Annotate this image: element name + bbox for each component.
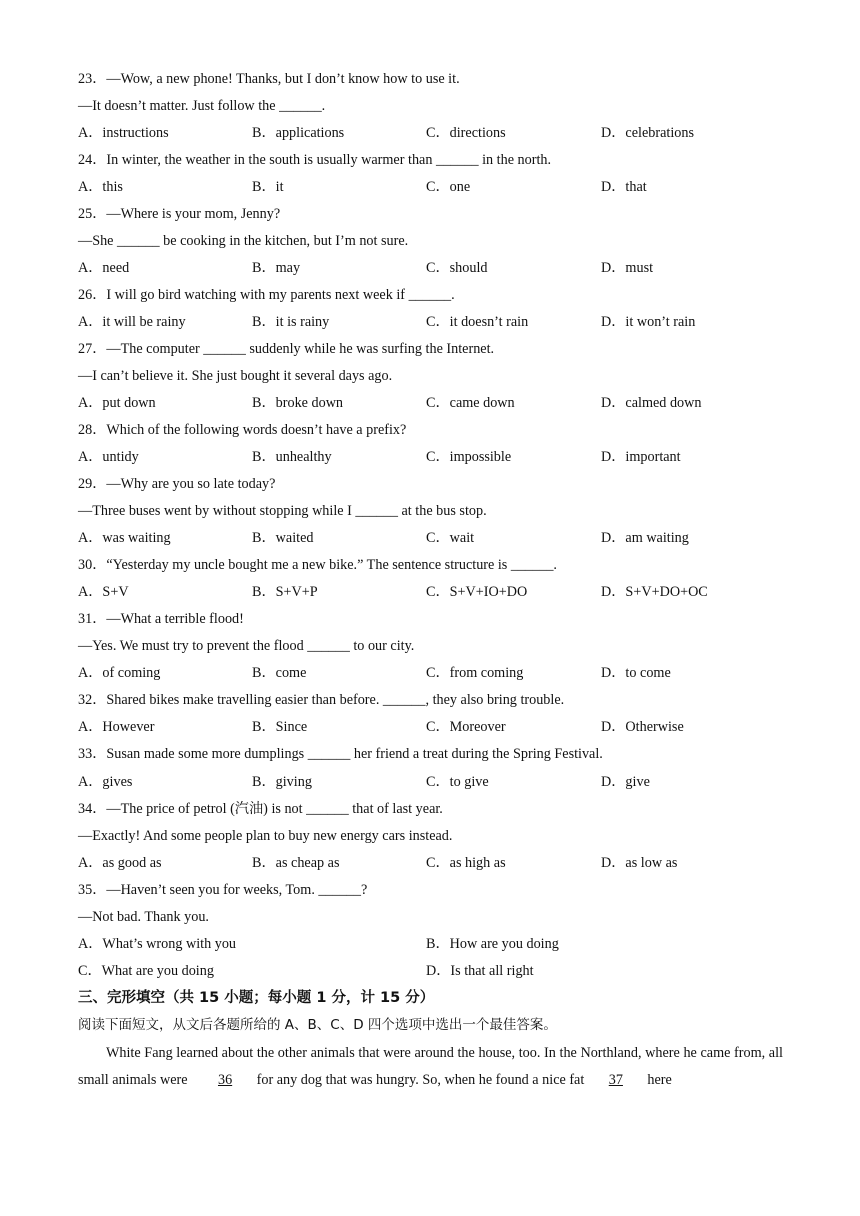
q25-line1: 25．—Where is your mom, Jenny? [78, 206, 281, 222]
passage-text-1: White Fang learned about the other animals that were around the house, too. In the Northland, where he came from, all small animals were [78, 1045, 783, 1088]
q26-option-d: D．it won’t rain [601, 314, 696, 330]
q28-option-a: A．untidy [78, 449, 139, 465]
q26-option-a: A．it will be rainy [78, 314, 186, 330]
q28-option-c: C．impossible [426, 449, 512, 465]
passage-paragraph [78, 1040, 783, 1094]
q30-option-b: B．S+V+P [252, 584, 318, 600]
q35-option-d: D．Is that all right [426, 963, 534, 979]
q35-line2: —Not bad. Thank you. [78, 909, 209, 925]
q25-option-d: D．must [601, 260, 654, 276]
q27-line2: —I can’t believe it. She just bought it several days ago. [78, 368, 393, 384]
q29-option-c: C．wait [426, 530, 475, 546]
passage-text-3: here [643, 1072, 672, 1088]
q34-option-a: A．as good as [78, 855, 162, 871]
q27-option-a: A．put down [78, 395, 156, 411]
q33-option-a: A．gives [78, 774, 133, 790]
q32-line1: 32．Shared bikes make travelling easier than before. ______, they also bring trouble. [78, 692, 565, 708]
section-instruction: 阅读下面短文，从文后各题所给的 A、B、C、D 四个选项中选出一个最佳答案。 [78, 1017, 557, 1033]
q32-option-b: B．Since [252, 719, 308, 735]
q25-option-c: C．should [426, 260, 488, 276]
q25-option-b: B．may [252, 260, 301, 276]
q26-line1: 26．I will go bird watching with my parents next week if ______. [78, 287, 455, 303]
q31-line2: —Yes. We must try to prevent the flood ______ to our city. [78, 638, 415, 654]
q26-option-c: C．it doesn’t rain [426, 314, 529, 330]
q32-option-d: D．Otherwise [601, 719, 684, 735]
q30-option-d: D．S+V+DO+OC [601, 584, 708, 600]
q28-option-b: B．unhealthy [252, 449, 332, 465]
q23-line2: —It doesn’t matter. Just follow the ______. [78, 98, 326, 114]
q30-option-c: C．S+V+IO+DO [426, 584, 528, 600]
q25-line2: —She ______ be cooking in the kitchen, but I’m not sure. [78, 233, 409, 249]
q32-option-a: A．However [78, 719, 155, 735]
q32-option-c: C．Moreover [426, 719, 506, 735]
q27-option-b: B．broke down [252, 395, 344, 411]
q24-option-c: C．one [426, 179, 471, 195]
q30-option-a: A．S+V [78, 584, 129, 600]
q33-line1: 33．Susan made some more dumplings ______ her friend a treat during the Spring Festival. [78, 746, 603, 762]
blank-36: 36 [217, 1072, 233, 1088]
q27-line1: 27．—The computer ______ suddenly while he was surfing the Internet. [78, 341, 495, 357]
q31-option-b: B．come [252, 665, 307, 681]
q29-line2: —Three buses went by without stopping while I ______ at the bus stop. [78, 503, 487, 519]
q29-option-a: A．was waiting [78, 530, 171, 546]
q31-line1: 31．—What a terrible flood! [78, 611, 244, 627]
q24-line1: 24．In winter, the weather in the south is usually warmer than ______ in the north. [78, 152, 552, 168]
q31-option-c: C．from coming [426, 665, 524, 681]
q34-line2: —Exactly! And some people plan to buy new energy cars instead. [78, 828, 453, 844]
q24-option-d: D．that [601, 179, 647, 195]
q34-option-c: C．as high as [426, 855, 506, 871]
q35-option-b: B．How are you doing [426, 936, 559, 952]
passage-text-2: for any dog that was hungry. So, when he found a nice fat [253, 1072, 588, 1088]
q35-option-a: A．What’s wrong with you [78, 936, 237, 952]
q23-option-c: C．directions [426, 125, 506, 141]
q28-line1: 28．Which of the following words doesn’t have a prefix? [78, 422, 407, 438]
q25-option-a: A．need [78, 260, 130, 276]
q29-option-b: B．waited [252, 530, 314, 546]
q24-option-b: B．it [252, 179, 284, 195]
q35-line1: 35．—Haven’t seen you for weeks, Tom. ______? [78, 882, 368, 898]
q28-option-d: D．important [601, 449, 681, 465]
q30-line1: 30．“Yesterday my uncle bought me a new bike.” The sentence structure is ______. [78, 557, 557, 573]
q33-option-c: C．to give [426, 774, 489, 790]
q27-option-d: D．calmed down [601, 395, 702, 411]
q33-option-b: B．giving [252, 774, 312, 790]
q23-option-b: B．applications [252, 125, 345, 141]
q29-option-d: D．am waiting [601, 530, 689, 546]
q23-option-d: D．celebrations [601, 125, 694, 141]
q31-option-d: D．to come [601, 665, 671, 681]
q33-option-d: D．give [601, 774, 650, 790]
q26-option-b: B．it is rainy [252, 314, 330, 330]
q24-option-a: A．this [78, 179, 123, 195]
q35-option-c: C．What are you doing [78, 963, 214, 979]
section-heading: 三、完形填空（共 15 小题；每小题 1 分，计 15 分） [78, 990, 435, 1006]
q34-option-b: B．as cheap as [252, 855, 340, 871]
q31-option-a: A．of coming [78, 665, 161, 681]
blank-37: 37 [608, 1072, 623, 1088]
q27-option-c: C．came down [426, 395, 515, 411]
q23-line1: 23．—Wow, a new phone! Thanks, but I don’t know how to use it. [78, 71, 460, 87]
q29-line1: 29．—Why are you so late today? [78, 476, 276, 492]
q34-line1: 34．—The price of petrol (汽油) is not ______ that of last year. [78, 801, 443, 817]
q34-option-d: D．as low as [601, 855, 678, 871]
q23-option-a: A．instructions [78, 125, 169, 141]
